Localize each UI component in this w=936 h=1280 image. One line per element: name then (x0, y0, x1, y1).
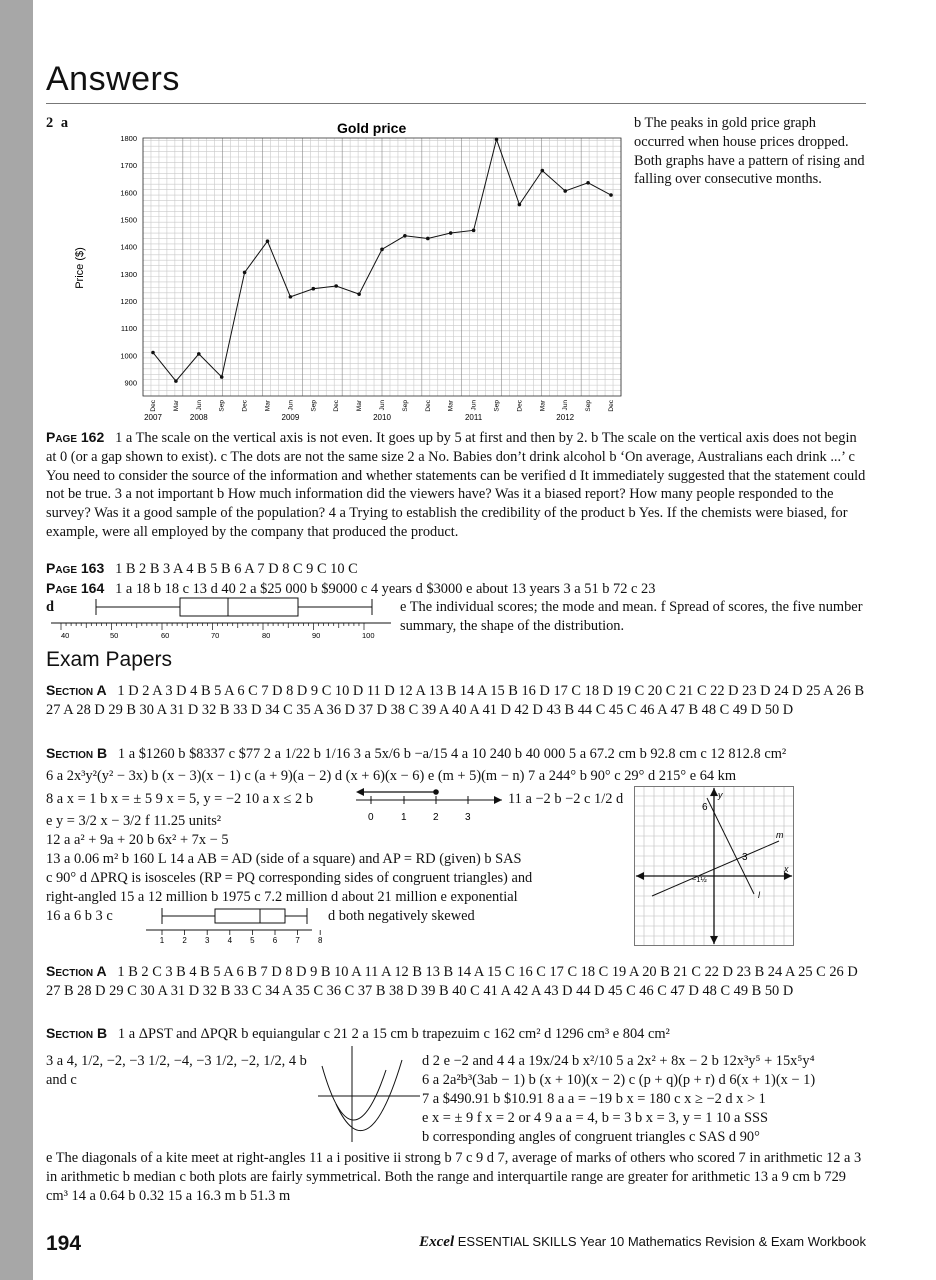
numline-right-arrow (494, 796, 502, 804)
data-point (220, 375, 224, 379)
number-line-x-le-2 (354, 786, 504, 824)
x-tick-label: Sep (401, 400, 409, 412)
parabola-curve-2 (336, 1060, 402, 1131)
numline-closed-dot (433, 789, 439, 795)
boxplot2-box (215, 909, 285, 923)
graph-label-neg-one-half: −1½ (692, 875, 707, 884)
bp-label-60: 60 (161, 631, 170, 640)
x-tick-label: Jun (287, 400, 295, 411)
numline-label-1: 1 (401, 812, 407, 823)
bp-label-50: 50 (110, 631, 119, 640)
exam1-b-line6: 13 a 0.06 m² b 160 L 14 a AB = AD (side of a square) and AP = RD (given) b SAS (46, 851, 522, 867)
y-tick-label: 1800 (120, 134, 137, 143)
x-tick-label: Mar (539, 400, 547, 412)
exam1-sectionB-line1 (46, 744, 866, 764)
boxplot2-label: 3 (204, 936, 210, 944)
graph-label-3: 3 (742, 852, 748, 863)
book-title (419, 1234, 866, 1251)
page164-label: Page 164 (46, 580, 105, 596)
bp-label-80: 80 (262, 631, 271, 640)
data-point (151, 351, 155, 355)
parabola-curve-1 (322, 1066, 386, 1120)
page163-label: Page 163 (46, 560, 105, 576)
boxplot2-label: 6 (272, 936, 278, 944)
data-point (266, 239, 270, 243)
exam1-b-line3b: 11 a −2 b −2 c 1/2 d (508, 791, 624, 807)
x-tick-label: Dec (241, 400, 249, 412)
x-tick-label: Jun (562, 400, 570, 411)
boxplot2-label: 7 (295, 936, 300, 944)
bp-label-40: 40 (61, 631, 70, 640)
chart-title: Gold price (337, 120, 407, 136)
exam1-b-line3a: 8 a x = 1 b x = ± 5 9 x = 5, y = −2 10 a x ≤ 2 b (46, 791, 314, 807)
page162-text: 1 a The scale on the vertical axis is not even. It goes up by 5 at first and then by 2. b The scale on the vertical axis does not begin at 0 (or a gap shown to exist). c The dots are not the same size 2 a No. Babies don’t drink alcohol b ‘On average, Australians each drink ...’ c You need to consider the source of the information and whether statements can be verified d It immediately suggested that the statement could not be true. 3 a not important b How much information did the viewers have? Was it a biased report? How many people responded to the survey? Was it a good sample of the population? 4 a Trying to establish the credibility of the product b Yes. If the chemists were biased, for example, were all employed by the company that produced the product. (46, 430, 866, 540)
data-point (449, 231, 453, 235)
page-margin-bar (0, 0, 33, 1280)
boxplot2-label: 1 (159, 936, 165, 944)
gold-price-chart (71, 118, 626, 424)
q2-note: b The peaks in gold price graph occurred when house prices dropped. Both graphs have a pattern of rising and falling over consecutive months. (634, 115, 865, 188)
y-tick-label: 1700 (120, 161, 137, 171)
numline-label-0: 0 (368, 812, 374, 823)
x-tick-label: Dec (150, 400, 157, 412)
data-point (380, 248, 384, 252)
exam1-b-line1: 1 a $1260 b $8337 c $77 2 a 1/22 b 1/16 3 a 5x/6 b −a/15 4 a 10 240 b 40 000 5 a 67.2 cm b 92.8 cm c 12 812.8 cm² (117, 746, 787, 762)
chart-ylabel: Price ($) (74, 247, 86, 289)
data-point (472, 229, 476, 233)
boxplot-box (180, 598, 298, 616)
data-point (357, 292, 361, 296)
exam2-b-line1: 1 a ΔPST and ΔPQR b equiangular c 21 2 a 15 cm b trapezuim c 162 cm² d 1296 cm³ e 804 cm² (117, 1026, 670, 1042)
exam1-b-line8: right-angled 15 a 12 million b 1975 c 7.2 million d about 21 million e exponential (46, 889, 518, 905)
x-tick-label: Sep (218, 400, 226, 412)
x-tick-label: Dec (516, 400, 524, 412)
x-tick-label: Mar (447, 400, 455, 412)
numline-left-arrow (356, 788, 364, 796)
y-tick-label: 1300 (120, 269, 137, 279)
data-point (174, 379, 178, 383)
exam2-tail: e The diagonals of a kite meet at right-angles 11 a i positive ii strong b 7 c 9 d 7, average of marks of others who scored 7 in arithmetic 12 a 3 in arithmetic b median c both plots are fairly symmetrical. Both the range and interquartile range are greater for arithmetic 13 a 9 cm b 729 cm³ 14 a 0.64 b 0.32 15 a 16.3 m b 51.3 m (46, 1150, 862, 1204)
exam1-b-line4: e y = 3/2 x − 3/2 f 11.25 units² (46, 813, 222, 829)
x-tick-label: Sep (585, 400, 593, 412)
year-label: 2008 (189, 413, 208, 422)
y-tick-label: 1400 (120, 242, 137, 252)
x-tick-label: Jun (195, 400, 203, 411)
graph-label-l: l (758, 890, 760, 900)
x-tick-label: Sep (493, 400, 501, 412)
y-tick-label: 1500 (120, 215, 137, 225)
page-number: 194 (46, 1232, 82, 1255)
coordinate-graph-lines-l-m (634, 786, 794, 946)
data-point (563, 189, 567, 193)
data-point (609, 193, 613, 197)
exam1-b-line2: 6 a 2x³y²(y² − 3x) b (x − 3)(x − 1) c (a + 9)(a − 2) d (x + 6)(x − 6) e (m + 5)(m − n) 7 a 244° b 90° c 29° d 215° e 64 km (46, 768, 737, 784)
exam1-b-line9b: d both negatively skewed (328, 908, 475, 924)
data-point (403, 234, 407, 238)
data-point (334, 284, 338, 288)
q2-label (46, 114, 68, 133)
x-tick-label: Mar (264, 400, 272, 412)
x-tick-label: Mar (356, 400, 364, 412)
data-point (586, 181, 590, 185)
numline-label-3: 3 (465, 812, 471, 823)
exam2-sectionA-text: 1 B 2 C 3 B 4 B 5 A 6 B 7 D 8 D 9 B 10 A 11 A 12 B 13 B 14 A 15 C 16 C 17 C 18 C 19 A 20 B 21 C 22 D 23 B 24 A 25 C 26 D 27 B 28 D 29 C 30 A 31 D 32 B 33 C 34 A 35 C 36 C 37 B 38 D 39 B 40 C 41 A 42 A 43 D 44 D 45 C 46 C 47 D 48 C 49 B 50 D (46, 964, 858, 999)
graph-x-label: x (784, 864, 789, 874)
data-point (197, 352, 201, 356)
page162-label: Page 162 (46, 429, 105, 445)
y-tick-label: 1000 (120, 351, 137, 361)
boxplot-40-100 (46, 595, 406, 641)
exam2-sectionB-label: Section B (46, 1025, 108, 1041)
title-rule (46, 103, 866, 104)
page163-block (46, 559, 866, 579)
boxplot2-label: 8 (317, 936, 322, 944)
x-tick-label: Dec (424, 400, 432, 412)
exam2-r2: 6 a 2a²b³(3ab − 1) b (x + 10)(x − 2) c (p + q)(p + r) d 6(x + 1)(x − 1) (422, 1072, 816, 1088)
y-tick-label: 1600 (120, 188, 137, 198)
q2-part: a (60, 115, 69, 131)
book-name: ESSENTIAL SKILLS Year 10 Mathematics Revision & Exam Workbook (457, 1234, 866, 1249)
page164-d-label: d (46, 599, 55, 615)
exam2-sectionA (46, 962, 866, 1001)
bp-label-100: 100 (362, 631, 375, 640)
bp-label-70: 70 (211, 631, 220, 640)
boxplot2-label: 4 (227, 936, 233, 944)
exam1-sectionA-text: 1 D 2 A 3 D 4 B 5 A 6 C 7 D 8 D 9 C 10 D 11 D 12 A 13 B 14 A 15 B 16 D 17 C 18 D 19 C 20 C 21 C 22 D 23 D 24 D 25 A 26 B 27 A 28 D 29 B 30 A 31 D 32 B 33 D 34 C 35 A 36 D 37 D 38 C 39 A 40 A 41 D 42 D 43 B 44 C 45 C 46 A 47 B 48 C 49 D 50 D (46, 683, 865, 718)
exam1-b-line9a: 16 a 6 b 3 c (46, 908, 113, 924)
bp-label-90: 90 (312, 631, 321, 640)
y-tick-label: 1200 (120, 296, 137, 306)
exam1-b-line5: 12 a a² + 9a + 20 b 6x² + 7x − 5 (46, 832, 229, 848)
boxplot2-label: 2 (182, 936, 187, 944)
x-tick-label: Jun (379, 400, 386, 411)
x-tick-label: Dec (608, 400, 615, 412)
page163-text: 1 B 2 B 3 A 4 B 5 B 6 A 7 D 8 C 9 C 10 C (115, 561, 358, 577)
year-label: 2009 (281, 413, 300, 422)
exam2-r4: e x = ± 9 f x = 2 or 4 9 a a = 4, b = 3 b x = 3, y = 1 10 a SSS (422, 1110, 768, 1126)
exam2-b-line2: 3 a 4, 1/2, −2, −3 1/2, −4, −3 1/2, −2, 1/2, 4 b and c (46, 1053, 307, 1088)
exam1-sectionA-label: Section A (46, 682, 107, 698)
brand-name: Excel (419, 1234, 455, 1250)
y-tick-label: 1100 (120, 324, 137, 334)
x-tick-label: Jun (470, 400, 478, 411)
graph-label-m: m (776, 830, 784, 840)
page164-text: 1 a 18 b 18 c 13 d 40 2 a $25 000 b $9000 c 4 years d $3000 e about 13 years 3 a 51 b 72 c 23 (115, 581, 656, 597)
x-tick-label: Mar (172, 400, 180, 412)
year-label: 2012 (556, 413, 575, 422)
page164-e-text: e The individual scores; the mode and mean. f Spread of scores, the five number summary, the shape of the distribution. (400, 599, 863, 634)
data-point (518, 203, 522, 207)
boxplot2-label: 5 (250, 936, 255, 944)
y-tick-label: 900 (124, 378, 137, 388)
exam2-r3: 7 a $490.91 b $10.91 8 a a = −19 b x = 180 c x ≥ −2 d x > 1 (422, 1091, 766, 1107)
x-tick-label: Sep (310, 400, 318, 412)
numline-label-2: 2 (433, 812, 439, 823)
exam2-sectionA-label: Section A (46, 963, 107, 979)
boxplot-1-8 (142, 904, 322, 944)
data-point (289, 295, 293, 299)
x-tick-label: Dec (333, 400, 341, 412)
parabola-sketch (316, 1044, 422, 1144)
graph-y-label: y (718, 790, 723, 800)
exam1-sectionA (46, 681, 866, 720)
year-label: 2007 (144, 413, 162, 422)
exam2-sectionB-line1 (46, 1024, 866, 1044)
data-point (541, 169, 545, 173)
data-point (243, 271, 247, 275)
exam1-b-line7: c 90° d ΔPRQ is isosceles (RP = PQ corresponding sides of congruent triangles) and (46, 870, 533, 886)
graph-label-6: 6 (702, 802, 708, 813)
exam1-sectionB-label: Section B (46, 745, 108, 761)
page162-block (46, 428, 866, 542)
year-label: 2010 (373, 413, 391, 422)
data-point (426, 237, 430, 241)
q2-number: 2 (46, 115, 54, 131)
exam2-r5: b corresponding angles of congruent triangles c SAS d 90° (422, 1129, 760, 1145)
data-point (495, 138, 499, 142)
page-title: Answers (46, 60, 180, 98)
year-label: 2011 (464, 413, 483, 422)
data-point (312, 287, 316, 291)
exam-papers-heading: Exam Papers (46, 648, 173, 671)
exam2-r1: d 2 e −2 and 4 4 a 19x/24 b x²/10 5 a 2x² + 8x − 2 b 12x³y⁵ + 15x⁵y⁴ (422, 1053, 815, 1069)
